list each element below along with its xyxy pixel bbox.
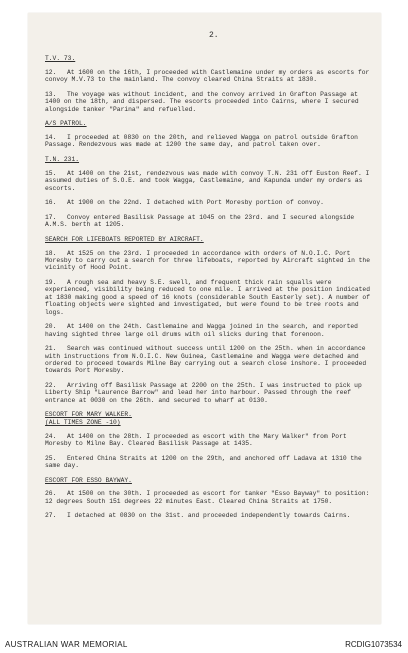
footer-record-id: RCDIG1073534 [345, 640, 402, 649]
page-number: 2. [209, 31, 219, 40]
section-heading: ESCORT FOR ESSO BAYWAY. [45, 476, 132, 484]
report-paragraph [45, 134, 375, 149]
paragraph-text: At 1600 on the 16th, I proceeded with Castlemaine under my orders as escorts for convoy M.V.73 to the mainland. The convoy cleared China Straits at 1830. [45, 68, 370, 84]
paragraph-text: Arriving off Basilisk Passage at 2200 on the 25th. I was instructed to pick up Liberty Ship "Laurence Barrow" and lead her into harbour. Passed through the reef entrance at 0030 on the 26th. and secured to wharf at 0130. [45, 382, 362, 404]
report-body [45, 55, 375, 527]
paragraph-number: 26. [45, 490, 57, 498]
paragraph-number: 15. [45, 169, 57, 177]
report-paragraph [45, 433, 375, 448]
report-paragraph [45, 490, 375, 505]
report-paragraph [45, 199, 375, 206]
paragraph-number: 22. [45, 382, 57, 390]
paragraph-number: 27. [45, 512, 57, 520]
paragraph-number: 16. [45, 199, 57, 207]
report-paragraph [45, 279, 375, 316]
paragraph-number: 17. [45, 213, 57, 221]
paragraph-number: 14. [45, 134, 57, 141]
paragraph-text: At 1900 on the 22nd. I detached with Port Moresby portion of convoy. [67, 199, 324, 207]
paragraph-text: A rough sea and heavy S.E. swell, and frequent thick rain squalls were experienced, visibility being reduced to one mile. I arrived at the position indicated at 1830 making good a speed of 16 knots (considerable South Easterly set). A number of floating objects were sighted and investigated, but were found to be tree roots and logs. [45, 279, 370, 316]
paragraph-text: I proceeded at 0830 on the 20th, and relieved Wagga on patrol outside Grafton Passage. Rendezvous was made at 1200 the same day, and patrol taken over. [45, 134, 358, 149]
report-paragraph [45, 214, 375, 229]
section-subheading: (ALL TIMES ZONE -10) [45, 418, 121, 426]
report-paragraph [45, 345, 375, 375]
report-paragraph [45, 382, 375, 404]
paragraph-number: 24. [45, 432, 57, 440]
report-paragraph [45, 91, 375, 113]
archive-footer [0, 635, 408, 653]
footer-institution: AUSTRALIAN WAR MEMORIAL [5, 640, 128, 649]
report-paragraph [45, 250, 375, 272]
report-paragraph [45, 455, 375, 470]
section-heading: T.V. 73. [45, 55, 76, 62]
paragraph-text: I detached at 0830 on the 31st. and proceeded independently towards Cairns. [67, 512, 351, 520]
section-heading: ESCORT FOR MARY WALKER. [45, 411, 132, 419]
paragraph-number: 19. [45, 279, 57, 286]
paragraph-text: At 1500 on the 30th. I proceeded as escort for tanker "Esso Bayway" to position: 12 degrees South 151 degrees 22 minutes East. Cleared China Straits at 1750. [45, 490, 370, 505]
report-paragraph [45, 170, 375, 192]
paragraph-number: 21. [45, 345, 57, 353]
section-heading: T.N. 231. [45, 156, 80, 163]
paragraph-number: 13. [45, 90, 57, 98]
paragraph-text: Search was continued without success until 1200 on the 25th. when in accordance with instructions from N.O.I.C. New Guinea, Castlemaine and Wagga were detached and ordered to proceed towards Milne Bay carrying out a search close inshore. I proceeded towards Port Moresby. [45, 345, 367, 375]
paragraph-number: 20. [45, 323, 57, 331]
report-paragraph [45, 512, 375, 519]
section-heading: A/S PATROL. [45, 120, 87, 128]
paragraph-text: The voyage was without incident, and the convoy arrived in Grafton Passage at 1400 on the 18th, and dispersed. The escorts proceeded into Cairns, where I secured alongside tanker "Parina" and refuelled. [45, 90, 359, 113]
report-paragraph [45, 69, 375, 84]
paragraph-text: At 1400 on the 24th. Castlemaine and Wagga joined in the search, and reported having sighted three large oil drums with oil slicks during that forenoon. [45, 323, 358, 338]
paragraph-number: 25. [45, 454, 57, 462]
paragraph-number: 12. [45, 68, 57, 76]
paragraph-number: 18. [45, 249, 57, 257]
paragraph-text: Entered China Straits at 1200 on the 29th, and anchored off Ladava at 1310 the same day. [45, 454, 362, 470]
document-page [28, 13, 381, 624]
paragraph-text: At 1400 on the 28th. I proceeded as escort with the Mary Walker" from Port Moresby to Milne Bay. Cleared Basilisk Passage at 1435. [45, 432, 347, 448]
report-paragraph [45, 323, 375, 338]
paragraph-text: Convoy entered Basilisk Passage at 1045 on the 23rd. and I secured alongside A.M.S. berth at 1205. [45, 213, 355, 229]
section-heading: SEARCH FOR LIFEBOATS REPORTED BY AIRCRAFT. [45, 235, 204, 243]
paragraph-text: At 1400 on the 21st, rendezvous was made with convoy T.N. 231 off Euston Reef. I assumed duties of S.O.E. and took Wagga, Castlemaine, and Kapunda under my orders as escorts. [45, 169, 370, 192]
paragraph-text: At 1525 on the 23rd. I proceeded in accordance with orders of N.O.I.C. Port Moresby to carry out a search for three lifeboats, reported by Aircraft sighted in the vicinity of Hood Point. [45, 249, 370, 272]
